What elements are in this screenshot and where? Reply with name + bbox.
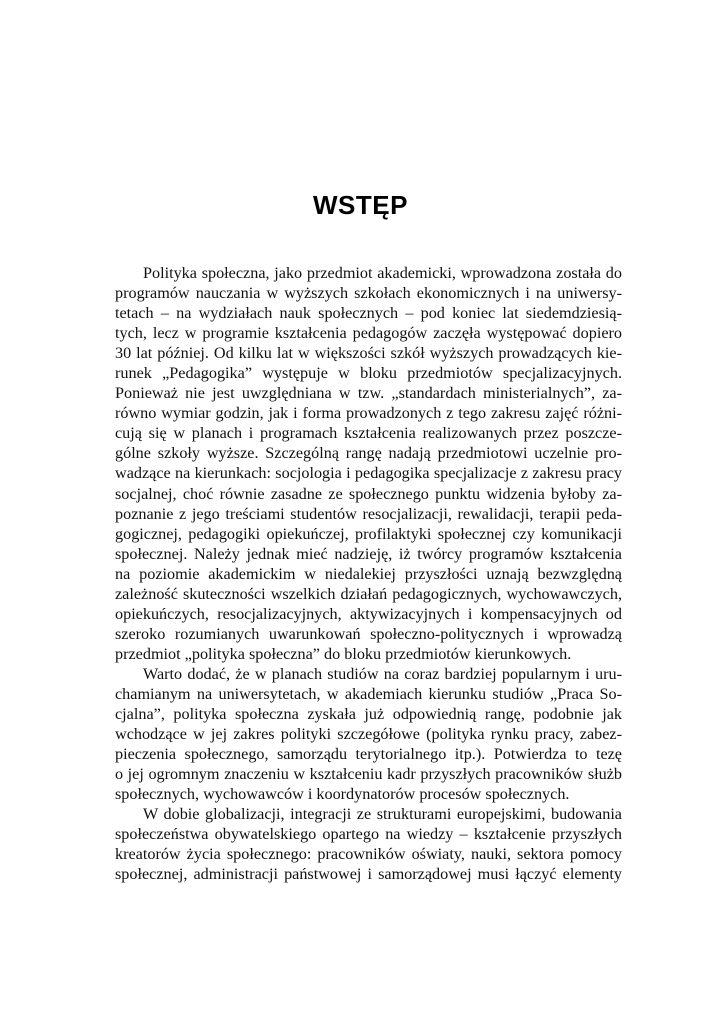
text-line: społeczeństwa obywatelskiego opartego na wiedzy – kształcenie przyszłych: [115, 825, 622, 844]
text-line: społecznej, administracji państwowej i samorządowej musi łączyć elementy: [115, 865, 622, 884]
text-line: 30 lat później. Od kilku lat w większości szkół wyższych prowadzących kie-: [115, 344, 622, 363]
text-line: socjalnej, choć równie zasadne ze społecznego punktu widzenia byłoby za-: [115, 484, 622, 503]
text-line: chamianym na uniwersytetach, w akademiach kierunku studiów „Praca So-: [115, 684, 622, 703]
text-line: o jej ogromnym znaczeniu w kształceniu kadr przyszłych pracowników służb: [115, 765, 622, 784]
text-line: Polityka społeczna, jako przedmiot akademicki, wprowadzona została do: [143, 264, 622, 282]
text-line: równo wymiar godzin, jak i forma prowadzonych z tego zakresu zajęć różni-: [115, 404, 622, 423]
text-line: programów nauczania w wyższych szkołach ekonomicznych i na uniwersy-: [115, 284, 622, 303]
text-line: Ponieważ nie jest uwzględniana w tzw. „standardach ministerialnych”, za-: [115, 384, 622, 403]
text-line: na poziomie akademickim w niedalekiej przyszłości uznają bezwzględną: [115, 564, 622, 583]
text-line: tetach – na wydziałach nauk społecznych – pod koniec lat siedemdziesią-: [115, 304, 622, 323]
text-line: społecznych, wychowawców i koordynatorów procesów społecznych.: [115, 785, 570, 804]
text-line: wchodzące w jej zakres polityki szczegółowe (polityka rynku pracy, zabez-: [115, 725, 622, 744]
text-line: wadzące na kierunkach: socjologia i pedagogika specjalizacje z zakresu pracy: [115, 464, 622, 483]
body-text: [115, 263, 622, 884]
text-line: opiekuńczych, resocjalizacyjnych, aktywizacyjnych i kompensacyjnych od: [115, 604, 622, 623]
text-line: runek „Pedagogika” występuje w bloku przedmiotów specjalizacyjnych.: [115, 364, 622, 383]
text-line: przedmiot „polityka społeczna” do bloku przedmiotów kierunkowych.: [115, 644, 572, 663]
text-line: zależność skuteczności wszelkich działań pedagogicznych, wychowawczych,: [115, 584, 622, 603]
text-line: kreatorów życia społecznego: pracowników oświaty, nauki, sektora pomocy: [115, 845, 622, 864]
text-line: tych, lecz w programie kształcenia pedagogów zaczęła występować dopiero: [115, 324, 622, 343]
text-line: W dobie globalizacji, integracji ze strukturami europejskimi, budowania: [143, 805, 622, 824]
text-line: gólne szkoły wyższe. Szczególną rangę nadają przedmiotowi uczelnie pro-: [115, 444, 622, 463]
text-line: poznanie z jego treściami studentów resocjalizacji, rewalidacji, terapii peda-: [115, 504, 622, 523]
text-line: Warto dodać, że w planach studiów na coraz bardziej popularnym i uru-: [143, 664, 622, 683]
page-title: WSTĘP: [313, 190, 408, 220]
text-line: cjalna”, polityka społeczna zyskała już odpowiednią rangę, podobnie jak: [115, 705, 622, 724]
text-line: pieczenia społecznego, samorządu terytorialnego itp.). Potwierdza to tezę: [115, 745, 622, 764]
text-line: szeroko rozumianych uwarunkowań społeczno-politycznych i wprowadzą: [115, 624, 622, 643]
text-line: gogicznej, pedagogiki opiekuńczej, profilaktyki społecznej czy komunikacji: [115, 524, 622, 543]
text-line: cują się w planach i programach kształcenia realizowanych przez poszcze-: [115, 424, 622, 443]
text-line: społecznej. Należy jednak mieć nadzieję, iż twórcy programów kształcenia: [115, 544, 622, 563]
